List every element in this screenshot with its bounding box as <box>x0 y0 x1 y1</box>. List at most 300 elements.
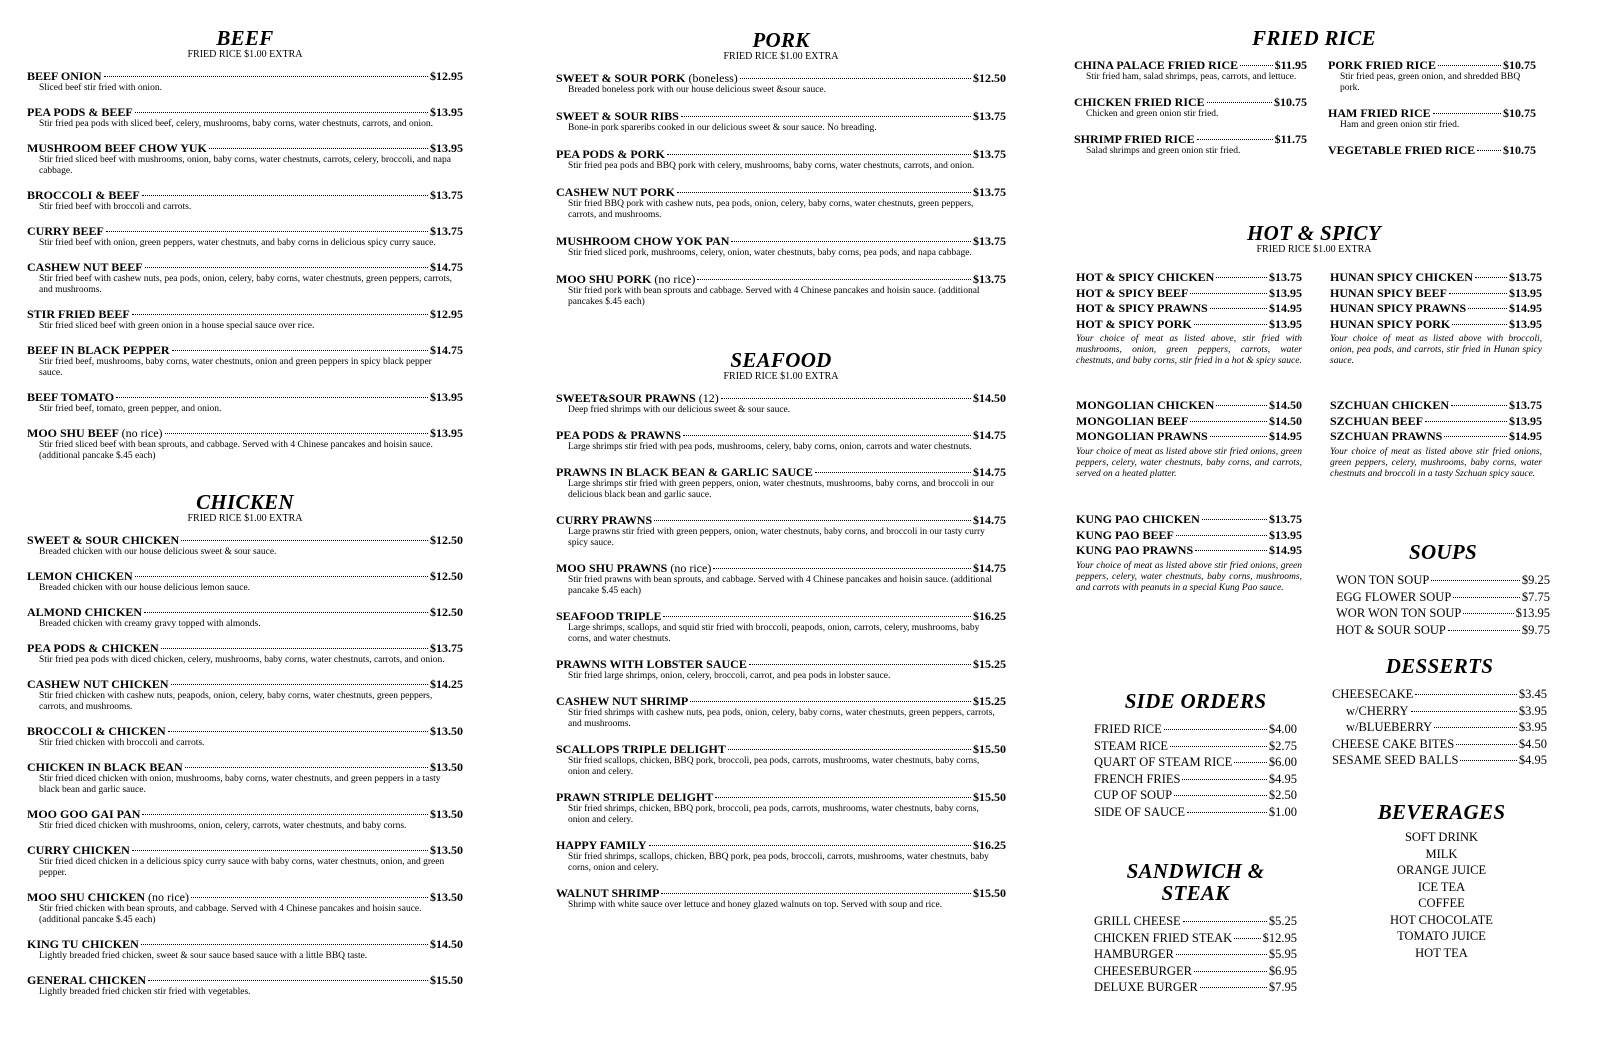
item-description: Stir fried beef with broccoli and carrots. <box>39 202 192 212</box>
pork-items <box>556 71 1006 308</box>
item-price: $4.95 <box>1518 753 1547 767</box>
item-name <box>27 141 207 155</box>
item-description: Chicken and green onion stir fried. <box>1086 109 1219 119</box>
menu-item-row <box>556 742 1006 756</box>
item-price: $13.75 <box>1269 270 1302 284</box>
item-name-text: ALMOND CHICKEN <box>27 605 143 619</box>
item-name-text: MOO SHU CHICKEN <box>27 890 146 904</box>
item-name-text: LEMON CHICKEN <box>27 569 133 583</box>
hunan-spicy-group <box>1330 270 1542 367</box>
menu-item-row <box>27 605 463 619</box>
spicy-item <box>1330 317 1542 333</box>
beverage-item: SOFT DRINK <box>1404 830 1479 844</box>
item-price: $2.50 <box>1268 788 1297 802</box>
menu-item <box>27 724 463 749</box>
dot-leader <box>1210 436 1267 437</box>
item-name-text: SWEET & SOUR PORK <box>556 71 686 85</box>
item-name: HUNAN SPICY CHICKEN <box>1330 270 1473 284</box>
item-price: $13.75 <box>1509 398 1542 412</box>
dot-leader <box>116 397 428 398</box>
item-price: $14.75 <box>973 428 1006 442</box>
item-price: $12.50 <box>430 605 463 619</box>
list-item <box>1094 771 1297 788</box>
item-name: HAM FRIED RICE <box>1328 106 1431 120</box>
item-description: Bone-in pork spareribs cooked in our delicious sweet & sour sauce. No breading. <box>568 123 877 133</box>
item-name: HOT & SPICY CHICKEN <box>1076 270 1215 284</box>
item-name: HOT & SPICY PRAWNS <box>1076 301 1208 315</box>
item-name: CHEESECAKE <box>1332 687 1414 701</box>
item-name <box>27 569 133 583</box>
item-name-text: PEA PODS & CHICKEN <box>27 641 159 655</box>
item-name-text: CHICKEN IN BLACK BEAN <box>27 760 183 774</box>
fried-rice-left <box>1074 58 1307 169</box>
group-note: Your choice of meat as listed above stir fried onions, green peppers, celery, water chestnuts, baby corns, and carrots, served on a heated platter. <box>1076 446 1302 479</box>
menu-item <box>556 694 1006 730</box>
menu-item <box>556 71 1006 96</box>
item-name <box>556 109 679 123</box>
item-description: Stir fried diced chicken with onion, mushrooms, baby corns, water chestnuts, and green peppers in a tasty black bean and garlic sauce. <box>39 774 441 795</box>
item-name-text: SEAFOOD TRIPLE <box>556 609 662 623</box>
dot-leader <box>1425 421 1507 422</box>
item-price: $10.75 <box>1503 106 1536 120</box>
item-name <box>556 742 726 756</box>
dot-leader <box>1174 795 1267 796</box>
menu-item-row <box>556 886 1006 900</box>
beverage-item: TOMATO JUICE <box>1397 929 1486 943</box>
item-price: $14.75 <box>973 513 1006 527</box>
spicy-item <box>1076 512 1302 528</box>
item-description: Stir fried chicken with cashew nuts, peapods, onion, celery, baby corns, water chestnuts, green peppers, carrots, and mushrooms. <box>39 691 433 712</box>
item-description: Stir fried beef with cashew nuts, pea pods, onion, celery, baby corns, water chestnuts, green peppers, carrots, and mushrooms. <box>39 274 453 295</box>
dot-leader <box>1202 519 1267 520</box>
item-name <box>27 973 146 987</box>
dot-leader <box>749 664 971 665</box>
menu-item-row <box>27 307 463 321</box>
item-name-text: CURRY PRAWNS <box>556 513 653 527</box>
menu-item-row <box>556 272 1006 286</box>
item-description: Stir fried sliced beef with bean sprouts, and cabbage. Served with 4 Chinese pancakes and hoisin sauce. (additional pancake $.45 each) <box>39 440 433 461</box>
dot-leader <box>681 116 971 117</box>
item-name <box>556 609 661 623</box>
beef-title: BEEF <box>216 26 274 50</box>
list-item <box>1332 686 1547 703</box>
item-price: $9.25 <box>1521 573 1550 587</box>
item-price: $14.25 <box>430 677 463 691</box>
item-price: $14.50 <box>430 937 463 951</box>
spicy-item <box>1330 414 1542 430</box>
item-price: $13.50 <box>430 890 463 904</box>
dot-leader <box>663 616 971 617</box>
menu-item-row <box>27 724 463 738</box>
dot-leader <box>1240 65 1273 66</box>
menu-item <box>556 790 1006 826</box>
list-item <box>1094 721 1297 738</box>
menu-item-row <box>27 260 463 274</box>
item-name <box>556 234 729 248</box>
menu-item-row <box>556 109 1006 123</box>
spicy-item <box>1076 317 1302 333</box>
menu-item-row <box>27 343 463 357</box>
item-description: Stir fried BBQ pork with cashew nuts, pea pods, onion, celery, baby corns, water chestnuts, green peppers, carrots, and mushrooms. <box>568 199 974 220</box>
side-orders-title: SIDE ORDERS <box>1124 689 1267 713</box>
item-name: QUART OF STEAM RICE <box>1094 755 1233 769</box>
item-price: $14.50 <box>1269 413 1302 428</box>
menu-item-row <box>1328 106 1536 120</box>
hot-spicy-group <box>1076 270 1302 367</box>
dot-leader <box>1190 421 1267 422</box>
group-note: Your choice of meat as listed above, stir fried with mushrooms, onion, green peppers, carrots, water chestnuts, and baby corns, stir fried in a hot & spicy sauce. <box>1076 334 1302 366</box>
item-description: Stir fried shrimps, chicken, BBQ pork, broccoli, pea pods, carrots, mushrooms, water chestnuts, baby corns, onion and celery. <box>568 804 979 825</box>
menu-item-row <box>556 428 1006 442</box>
item-price: $4.50 <box>1518 736 1547 751</box>
group-note: Your choice of meat as listed above stir fried onions, green peppers, celery, water chestnuts, baby corns, mushrooms, and carrots with peanuts in a special Kung Pao sauce. <box>1076 560 1302 593</box>
item-name <box>556 694 688 708</box>
item-name-text: CURRY BEEF <box>27 224 104 238</box>
dot-leader <box>1182 779 1266 780</box>
menu-item-row <box>556 838 1006 852</box>
beverage-item: HOT CHOCOLATE <box>1390 912 1493 927</box>
item-name: KUNG PAO CHICKEN <box>1076 512 1200 526</box>
beef-subtitle: FRIED RICE $1.00 EXTRA <box>187 49 303 60</box>
dot-leader <box>1200 987 1267 988</box>
spicy-item <box>1076 414 1302 430</box>
menu-item-row <box>556 71 1006 85</box>
menu-item <box>556 886 1006 911</box>
item-price: $13.75 <box>973 109 1006 123</box>
item-description: Stir fried shrimps with cashew nuts, pea pods, onion, celery, baby corns, water chestnuts, green peppers, carrots, and mushrooms. <box>568 708 995 729</box>
szchuan-group <box>1330 398 1542 480</box>
spicy-item <box>1076 543 1302 559</box>
item-name: GRILL CHEESE <box>1094 914 1181 928</box>
menu-item <box>27 343 463 379</box>
item-name: w/BLUEBERRY <box>1346 720 1433 734</box>
item-name <box>556 790 713 804</box>
item-price: $12.50 <box>973 71 1006 85</box>
item-name <box>556 71 738 85</box>
menu-item <box>27 188 463 213</box>
item-name: HAMBURGER <box>1094 947 1174 961</box>
list-item <box>1094 963 1297 980</box>
menu-item-row <box>556 561 1006 575</box>
menu-item <box>27 843 463 879</box>
seafood-section <box>556 321 1006 911</box>
menu-item-row <box>556 465 1006 479</box>
item-note: (no rice) <box>654 272 696 286</box>
sandwich-section <box>1094 860 1297 996</box>
item-name-text: BEEF IN BLACK PEPPER <box>27 343 170 357</box>
item-price: $13.75 <box>430 224 463 238</box>
item-description: Lightly breaded fried chicken stir fried with vegetables. <box>39 987 251 997</box>
item-description: Breaded boneless pork with our house delicious sweet &sour sauce. <box>568 85 827 95</box>
soups-section <box>1336 541 1550 638</box>
beverage-item: HOT TEA <box>1415 945 1468 960</box>
item-price: $13.75 <box>973 272 1006 286</box>
item-name <box>27 69 102 83</box>
list-item <box>1332 736 1547 753</box>
side-orders-items <box>1094 721 1297 820</box>
dot-leader <box>1216 277 1267 278</box>
item-price: $12.95 <box>430 307 463 321</box>
list-item <box>1094 804 1297 821</box>
menu-item-row <box>556 657 1006 671</box>
item-description: Stir fried pork with bean sprouts and cabbage. Served with 4 Chinese pancakes and hoisin sauce. (additional pancakes $.45 each) <box>568 286 980 307</box>
item-name: SIDE OF SAUCE <box>1094 804 1185 819</box>
list-item <box>1094 787 1297 804</box>
item-note: (boneless) <box>688 71 738 85</box>
item-price: $11.75 <box>1274 132 1307 146</box>
item-price: $13.95 <box>430 390 463 404</box>
item-price: $14.50 <box>1269 398 1302 412</box>
menu-item-row <box>27 937 463 951</box>
item-description: Stir fried chicken with broccoli and carrots. <box>39 738 205 748</box>
menu-item <box>556 147 1006 172</box>
item-price: $15.50 <box>973 790 1006 804</box>
fried-rice-item <box>1074 132 1307 157</box>
item-name-text: MOO SHU BEEF <box>27 426 119 440</box>
item-price: $14.75 <box>430 343 463 357</box>
item-name <box>27 188 140 202</box>
dot-leader <box>1234 938 1260 939</box>
dot-leader <box>1477 150 1501 151</box>
item-name-text: PRAWNS WITH LOBSTER SAUCE <box>556 657 747 671</box>
item-note: (no rice) <box>148 890 189 904</box>
item-name-text: BEEF ONION <box>27 69 102 83</box>
item-price: $15.25 <box>973 657 1006 671</box>
menu-item-row <box>27 760 463 774</box>
list-item <box>1336 622 1550 639</box>
menu-item <box>27 937 463 962</box>
menu-item-row <box>556 609 1006 623</box>
spicy-item <box>1330 286 1542 302</box>
dot-leader <box>165 433 428 434</box>
item-price: $13.95 <box>1269 316 1302 331</box>
fried-rice-title: FRIED RICE <box>1252 26 1376 50</box>
item-name-text: CASHEW NUT PORK <box>556 185 675 199</box>
dot-leader <box>144 612 428 613</box>
item-name-text: MOO SHU PRAWNS <box>556 561 668 575</box>
item-description: Stir fried ham, salad shrimps, peas, carrots, and lettuce. <box>1086 72 1297 82</box>
menu-item <box>556 838 1006 874</box>
item-name-text: STIR FRIED BEEF <box>27 307 130 321</box>
group-note: Your choice of meat as listed above with broccoli, onion, pea pods, and carrots, stir fried in Hunan spicy sauce. <box>1330 334 1542 366</box>
menu-item <box>27 260 463 296</box>
item-description: Sliced beef stir fried with onion. <box>39 83 162 93</box>
item-price: $13.95 <box>430 141 463 155</box>
item-price: $5.25 <box>1268 914 1297 928</box>
item-price: $6.00 <box>1268 755 1297 769</box>
item-name: EGG FLOWER SOUP <box>1336 589 1452 604</box>
item-description: Stir fried sliced beef with mushrooms, onion, baby corns, water chestnuts, carrots, celery, broccoli, and napa cabbage. <box>39 155 451 176</box>
menu-item <box>556 742 1006 778</box>
list-item <box>1094 930 1297 947</box>
dot-leader <box>815 472 971 473</box>
item-name <box>556 391 719 405</box>
item-price: $4.00 <box>1268 722 1297 736</box>
item-name <box>27 426 163 440</box>
menu-item <box>27 307 463 332</box>
item-name-text: BROCCOLI & CHICKEN <box>27 724 166 738</box>
menu-item-row <box>1074 95 1307 109</box>
mongolian-group <box>1076 398 1302 480</box>
item-description: Large shrimps stir fried with green peppers, onion, water chestnuts, mushrooms, baby corns, and broccoli in our delicious black bean and garlic sauce. <box>568 479 994 500</box>
menu-item <box>556 109 1006 134</box>
spicy-item <box>1330 398 1542 414</box>
menu-item-row <box>556 147 1006 161</box>
dot-leader <box>649 845 971 846</box>
list-item <box>1094 946 1297 963</box>
side-orders-section <box>1094 690 1297 820</box>
fried-rice-item <box>1074 58 1307 83</box>
dot-leader <box>191 897 428 898</box>
hot-spicy-title: HOT & SPICY <box>1247 221 1381 245</box>
spicy-item <box>1076 429 1302 445</box>
dot-leader <box>1190 293 1267 294</box>
item-description: Stir fried scallops, chicken, BBQ pork, broccoli, pea pods, carrots, mushrooms, water chestnuts, baby corns, onion and celery. <box>568 756 980 777</box>
item-name: WON TON SOUP <box>1336 573 1430 587</box>
list-item <box>1336 572 1550 589</box>
item-price: $13.75 <box>1269 512 1302 526</box>
dot-leader <box>1415 694 1517 695</box>
menu-item-row <box>27 641 463 655</box>
list-item <box>1094 738 1297 755</box>
chicken-title: CHICKEN <box>196 490 294 514</box>
menu-item <box>27 105 463 130</box>
fried-rice-item <box>1328 58 1536 94</box>
item-name <box>556 561 711 575</box>
menu-item <box>556 272 1006 308</box>
item-name: SHRIMP FRIED RICE <box>1074 132 1195 146</box>
dot-leader <box>1187 812 1267 813</box>
item-name <box>556 838 647 852</box>
dot-leader <box>209 148 428 149</box>
dot-leader <box>731 241 971 242</box>
item-price: $14.75 <box>973 465 1006 479</box>
item-note: (no rice) <box>670 561 712 575</box>
item-name <box>556 886 659 900</box>
menu-item-row <box>27 533 463 547</box>
fried-rice-item <box>1074 95 1307 120</box>
item-name-text: MUSHROOM BEEF CHOW YUK <box>27 141 207 155</box>
item-description: Stir fried prawns with bean sprouts, and cabbage. Served with 4 Chinese pancakes and hoisin sauce. (additional pancake $.45 each) <box>568 575 992 596</box>
item-price: $14.75 <box>973 561 1006 575</box>
menu-item <box>556 561 1006 597</box>
menu-item <box>27 569 463 594</box>
item-price: $13.95 <box>1269 285 1302 300</box>
item-price: $7.95 <box>1268 980 1297 994</box>
item-name <box>27 937 139 951</box>
menu-item-row <box>556 391 1006 405</box>
dot-leader <box>715 797 971 798</box>
dot-leader <box>1438 65 1501 66</box>
dot-leader <box>1451 405 1507 406</box>
item-description: Large shrimps stir fried with pea pods, mushrooms, celery, baby corns, onion, carrots and water chestnuts. <box>568 442 972 452</box>
dot-leader <box>171 684 428 685</box>
beverages-title: BEVERAGES <box>1377 800 1506 824</box>
item-name-text: GENERAL CHICKEN <box>27 973 147 987</box>
dot-leader <box>168 731 428 732</box>
item-name: CHEESEBURGER <box>1094 963 1192 978</box>
chicken-subtitle: FRIED RICE $1.00 EXTRA <box>187 513 303 524</box>
dot-leader <box>1452 324 1507 325</box>
hot-spicy-subtitle: FRIED RICE $1.00 EXTRA <box>1256 244 1372 255</box>
dot-leader <box>1234 762 1267 763</box>
beverage-item: COFFEE <box>1418 896 1465 910</box>
item-price: $13.95 <box>1509 316 1542 331</box>
beef-section <box>27 0 463 462</box>
item-name <box>556 513 652 527</box>
soups-items <box>1336 572 1550 638</box>
dot-leader <box>661 893 971 894</box>
item-name: HOT & SOUR SOUP <box>1336 622 1446 637</box>
menu-item-row <box>1328 143 1536 157</box>
item-name-text: PEA PODS & PRAWNS <box>556 428 682 442</box>
dot-leader <box>690 701 971 702</box>
menu-item <box>27 890 463 926</box>
dot-leader <box>148 980 428 981</box>
sandwich-title: SANDWICH & STEAK <box>1126 859 1265 905</box>
item-name: HUNAN SPICY BEEF <box>1330 285 1447 300</box>
item-name-text: CASHEW NUT SHRIMP <box>556 694 689 708</box>
item-name: SZCHUAN CHICKEN <box>1330 398 1450 412</box>
list-item <box>1336 589 1550 606</box>
beverage-item: ICE TEA <box>1417 879 1466 894</box>
pork-title: PORK <box>752 28 810 52</box>
item-price: $13.50 <box>430 724 463 738</box>
item-name <box>27 605 142 619</box>
item-description: Breaded chicken with creamy gravy topped with almonds. <box>39 619 261 629</box>
item-name: HUNAN SPICY PRAWNS <box>1330 301 1467 315</box>
item-description: Stir fried shrimps, scallops, chicken, BBQ pork, pea pods, broccoli, carrots, mushrooms, water chestnuts, baby corns, onion and celery. <box>568 852 989 873</box>
dot-leader <box>1183 921 1267 922</box>
menu-item-row <box>1328 58 1536 72</box>
item-note: (12) <box>698 391 719 405</box>
spicy-item <box>1330 429 1542 445</box>
list-item <box>1094 754 1297 771</box>
spicy-item <box>1330 270 1542 286</box>
dot-leader <box>1448 630 1520 631</box>
list-item <box>1332 719 1547 736</box>
menu-item-row <box>27 807 463 821</box>
item-description: Breaded chicken with our house delicious sweet & sour sauce. <box>39 547 277 557</box>
item-price: $14.95 <box>1269 301 1302 315</box>
menu-item <box>556 609 1006 645</box>
pork-section <box>556 0 1006 308</box>
item-name: HOT & SPICY PORK <box>1076 316 1192 331</box>
item-name <box>556 465 813 479</box>
item-name <box>556 428 681 442</box>
dot-leader <box>132 314 428 315</box>
item-name <box>27 533 179 547</box>
item-price: $13.50 <box>430 760 463 774</box>
desserts-section <box>1332 655 1547 769</box>
chicken-section <box>27 473 463 998</box>
item-name: w/CHERRY <box>1346 703 1409 718</box>
item-price: $13.50 <box>430 807 463 821</box>
item-price: $9.75 <box>1521 622 1550 637</box>
item-price: $14.95 <box>1509 301 1542 315</box>
item-description: Stir fried sliced pork, mushrooms, celery, onion, water chestnuts, baby corns, pea pods, and napa cabbage. <box>568 248 972 258</box>
item-price: $3.95 <box>1518 720 1547 734</box>
beef-items <box>27 69 463 462</box>
item-description: Large shrimps, scallops, and squid stir fried with broccoli, peapods, onion, carrots, celery, mushrooms, baby corns, and water chestnuts. <box>568 623 980 644</box>
item-name-text: SWEET & SOUR RIBS <box>556 109 679 123</box>
menu-item-row <box>27 973 463 987</box>
item-name-text: KING TU CHICKEN <box>27 937 139 951</box>
item-price: $13.75 <box>430 188 463 202</box>
dot-leader <box>1164 729 1267 730</box>
menu-item-row <box>27 426 463 440</box>
item-price: $10.75 <box>1503 58 1536 72</box>
